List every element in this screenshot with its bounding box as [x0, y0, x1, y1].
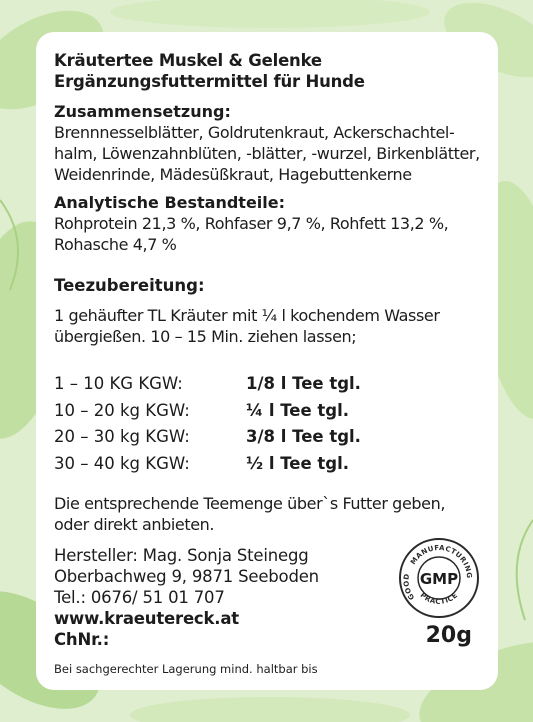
gmp-badge-icon	[398, 537, 480, 619]
dosage-row	[54, 451, 494, 478]
composition-line: halm, Löwenzahnblüten, -blätter, -wurzel, Birkenblätter,	[54, 144, 480, 163]
dosage-weight: 20 – 30 kg KGW:	[54, 427, 190, 446]
product-title: Kräutertee Muskel & Gelenke	[54, 51, 322, 70]
batch-number-label: ChNr.:	[54, 630, 110, 649]
serving-line: oder direkt anbieten.	[54, 515, 215, 534]
dosage-amount: 3/8 l Tee tgl.	[246, 427, 361, 446]
dosage-amount: 1/8 l Tee tgl.	[246, 374, 361, 393]
serving-line: Die entsprechende Teemenge über`s Futter geben,	[54, 494, 446, 513]
gmp-left-text: GOOD	[402, 573, 417, 602]
net-weight: 20g	[425, 623, 472, 648]
analytics-line: Rohasche 4,7 %	[54, 235, 177, 254]
manufacturer-address: Oberbachweg 9, 9871 Seeboden	[54, 567, 319, 586]
gmp-bottom-text: PRACTICE	[418, 591, 460, 606]
dosage-table	[54, 371, 494, 477]
analytics-heading: Analytische Bestandteile:	[54, 193, 286, 212]
dosage-weight: 30 – 40 kg KGW:	[54, 453, 190, 473]
composition-line: Brennnesselblätter, Goldrutenkraut, Ackerschachtel-	[54, 123, 455, 142]
gmp-top-text: MANUFACTURING	[409, 543, 474, 579]
dosage-amount: ½ l Tee tgl.	[246, 453, 350, 473]
dosage-row	[54, 424, 494, 451]
shelf-life-note: Bei sachgerechter Lagerung mind. haltbar bis	[54, 662, 318, 676]
dosage-row	[54, 398, 494, 425]
composition-line: Weidenrinde, Mädesüßkraut, Hagebuttenkerne	[54, 165, 412, 184]
composition-heading: Zusammensetzung:	[54, 102, 231, 121]
preparation-line: übergießen. 10 – 15 Min. ziehen lassen;	[54, 327, 357, 346]
website-link: www.kraeutereck.at	[54, 609, 239, 628]
gmp-center-text: GMP	[419, 570, 459, 588]
dosage-row	[54, 371, 494, 398]
preparation-heading: Teezubereitung:	[54, 276, 205, 295]
manufacturer-phone: Tel.: 0676/ 51 01 707	[54, 588, 225, 607]
dosage-weight: 1 – 10 KG KGW:	[54, 374, 183, 393]
dosage-weight: 10 – 20 kg KGW:	[54, 400, 190, 420]
preparation-line: 1 gehäufter TL Kräuter mit ¼ l kochendem Wasser	[54, 306, 440, 325]
product-subtitle: Ergänzungsfuttermittel für Hunde	[54, 72, 365, 91]
manufacturer-name: Hersteller: Mag. Sonja Steinegg	[54, 546, 309, 565]
dosage-amount: ¼ l Tee tgl.	[246, 400, 350, 420]
analytics-line: Rohprotein 21,3 %, Rohfaser 9,7 %, Rohfett 13,2 %,	[54, 214, 449, 233]
